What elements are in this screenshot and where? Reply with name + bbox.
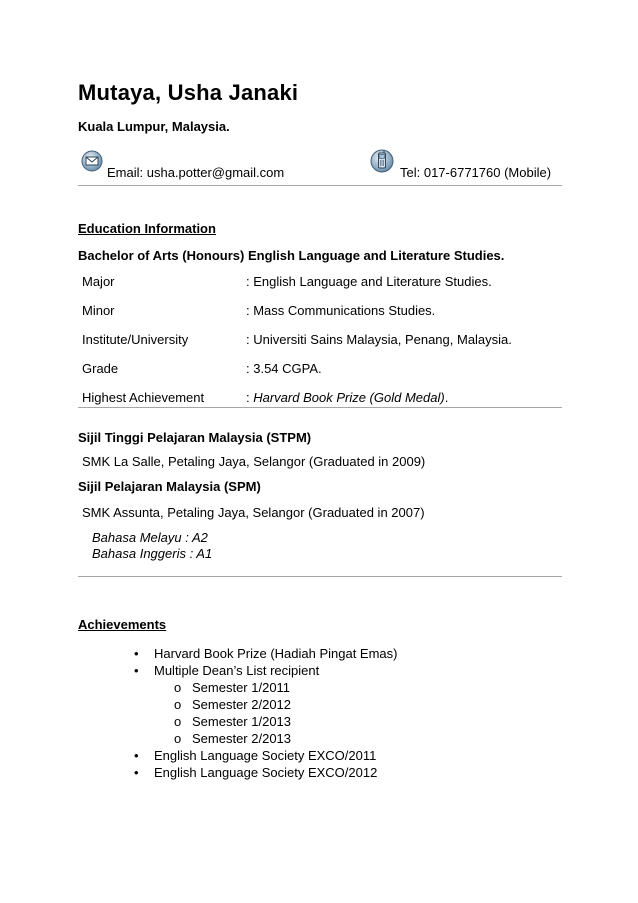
mobile-phone-icon	[370, 149, 394, 178]
education-heading: Education Information	[78, 221, 216, 236]
list-item	[134, 764, 398, 781]
resume-name: Mutaya, Usha Janaki	[78, 80, 299, 105]
value-suffix: .	[444, 390, 449, 405]
list-item	[134, 645, 398, 662]
sub-list-item-text: Semester 2/2012	[192, 697, 292, 712]
spm-heading: Sijil Pelajaran Malaysia (SPM)	[78, 479, 261, 494]
envelope-icon	[81, 150, 103, 177]
bullet-icon: •	[134, 663, 139, 678]
education-label: Major	[82, 274, 115, 289]
list-item-text: English Language Society EXCO/2011	[154, 748, 377, 763]
list-item-text: Harvard Book Prize (Hadiah Pingat Emas)	[154, 646, 398, 661]
sub-bullet-icon: o	[174, 731, 182, 746]
education-label: Minor	[82, 303, 115, 318]
spm-grade: Bahasa Melayu : A2	[92, 530, 208, 545]
degree-title: Bachelor of Arts (Honours) English Language and Literature Studies.	[78, 248, 505, 263]
education-row	[78, 354, 562, 383]
stpm-heading: Sijil Tinggi Pelajaran Malaysia (STPM)	[78, 430, 312, 445]
sub-list-item-text: Semester 1/2013	[192, 714, 292, 729]
highest-achievement: Harvard Book Prize (Gold Medal)	[253, 390, 445, 405]
education-value: : Mass Communications Studies.	[246, 303, 436, 318]
education-row	[78, 383, 562, 412]
education-label: Grade	[82, 361, 119, 376]
education-value: : English Language and Literature Studies.	[246, 274, 492, 289]
education-row	[78, 325, 562, 354]
achievements-list	[134, 645, 398, 781]
value-prefix: :	[246, 390, 254, 405]
sub-list-item	[134, 713, 398, 730]
sub-list-item	[134, 679, 398, 696]
resume-location: Kuala Lumpur, Malaysia.	[78, 119, 230, 134]
sub-list-item-text: Semester 2/2013	[192, 731, 292, 746]
education-row	[78, 296, 562, 325]
contact-bar	[78, 147, 562, 186]
spm-school: SMK Assunta, Petaling Jaya, Selangor (Graduated in 2007)	[82, 505, 425, 520]
list-item	[134, 662, 398, 679]
education-value: : 3.54 CGPA.	[246, 361, 322, 376]
achievements-heading: Achievements	[78, 617, 167, 632]
sub-bullet-icon: o	[174, 697, 182, 712]
list-item	[134, 747, 398, 764]
education-row	[78, 267, 562, 296]
list-item-text: English Language Society EXCO/2012	[154, 765, 378, 780]
phone-number: Tel: 017-6771760 (Mobile)	[400, 165, 552, 180]
section-divider	[78, 576, 562, 577]
stpm-school: SMK La Salle, Petaling Jaya, Selangor (Graduated in 2009)	[82, 454, 426, 469]
sub-bullet-icon: o	[174, 714, 182, 729]
list-item-text: Multiple Dean’s List recipient	[154, 663, 320, 678]
education-value: : Universiti Sains Malaysia, Penang, Malaysia.	[246, 332, 512, 347]
education-table	[78, 267, 562, 408]
sub-list-item	[134, 696, 398, 713]
education-label: Highest Achievement	[82, 390, 205, 405]
sub-bullet-icon: o	[174, 680, 182, 695]
sub-list-item-text: Semester 1/2011	[192, 680, 291, 695]
spm-grade: Bahasa Inggeris : A1	[92, 546, 213, 561]
email-address: Email: usha.potter@gmail.com	[107, 165, 285, 180]
bullet-icon: •	[134, 748, 139, 763]
bullet-icon: •	[134, 765, 139, 780]
sub-list-item	[134, 730, 398, 747]
education-value	[246, 390, 448, 405]
bullet-icon: •	[134, 646, 139, 661]
education-label: Institute/University	[82, 332, 189, 347]
